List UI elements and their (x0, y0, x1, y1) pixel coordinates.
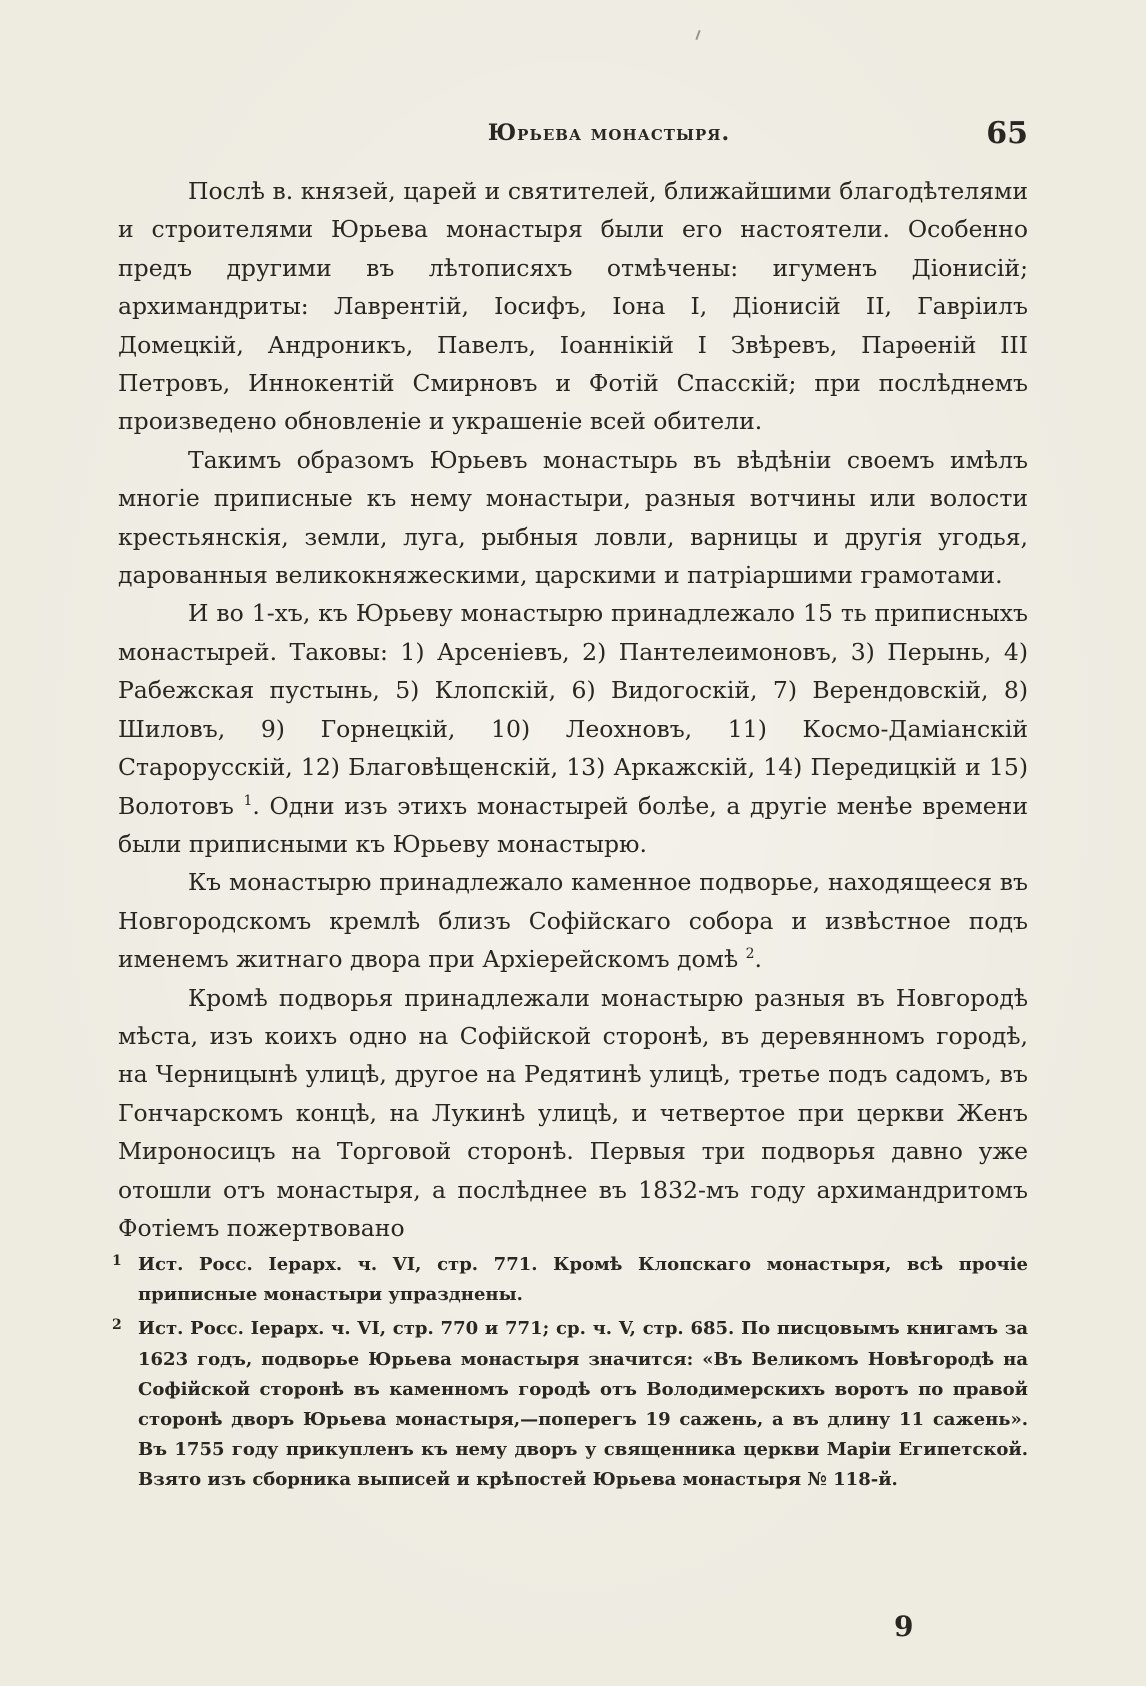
footnote-text: Ист. Росс. Іерарх. ч. VI, стр. 770 и 771; ср. ч. V, стр. 685. По писцовымъ книгамъ за 1623 годъ, подворье Юрьева монастыря значится: «Въ Великомъ Новѣгородѣ на Софійской сторонѣ въ каменномъ городѣ отъ Володимерскихъ воротъ по правой сторонѣ дворъ Юрьева монастыря,—поперегъ 19 сажень, а въ длину 11 сажень». Въ 1755 году прикупленъ къ нему дворъ у священника церкви Маріи Египетской. Взято изъ сборника выписей и крѣпостей Юрьева монастыря № 118-й. (138, 1318, 1028, 1491)
signature-mark: 9 (894, 1610, 914, 1643)
main-text (118, 172, 1028, 1247)
ink-speck (695, 30, 700, 40)
paragraph: И во 1-хъ, къ Юрьеву монастырю принадлежало 15 ть приписныхъ монастырей. Таковы: 1) Арсеніевъ, 2) Пантелеимоновъ, 3) Перынь, 4) Рабежская пустынь, 5) Клопскій, 6) Видогоскій, 7) Верендовскій, 8) Шиловъ, 9) Горнецкій, 10) Леохновъ, 11) Космо-Даміанскій Старорусскій, 12) Благовѣщенскій, 13) Аркажскій, 14) Передицкій и 15) Волотовъ $^1$. Одни изъ этихъ монастырей болѣе, а другіе менѣе времени были приписными къ Юрьеву монастырю. (118, 599, 1028, 858)
footnote-reference: 1 (243, 792, 253, 809)
footnote-mark: 2 (112, 1317, 122, 1334)
page-header (190, 116, 1028, 154)
paragraph-text: Одни изъ этихъ монастырей болѣе, а другіе менѣе времени были приписными къ Юрьеву монастырю. (118, 791, 1028, 858)
footnote-mark: 1 (112, 1253, 122, 1269)
footnote (112, 1314, 1028, 1495)
paragraph: Послѣ в. князей, царей и святителей, ближайшими благодѣтелями и строителями Юрьева монастыря были его настоятели. Особенно предъ другими въ лѣтописяхъ отмѣчены: игуменъ Діонисій; архимандриты: Лаврентій, Іосифъ, Іона I, Діонисій II, Гавріилъ Домецкій, Андроникъ, Павелъ, Іоаннікій I Звѣревъ, Парѳеній III Петровъ, Иннокентій Смирновъ и Фотій Спасскій; при послѣднемъ произведено обновленіе и украшеніе всей обители. (118, 177, 1028, 436)
paragraph-text: Къ монастырю принадлежало каменное подворье, находящееся въ Новгородскомъ кремлѣ близъ Софійскаго собора и извѣстное подъ именемъ житнаго двора при Архіерейскомъ домѣ (118, 868, 1028, 974)
paragraph: Къ монастырю принадлежало каменное подворье, находящееся въ Новгородскомъ кремлѣ близъ Софійскаго собора и извѣстное подъ именемъ житнаго двора при Архіерейскомъ домѣ $^2$. (118, 868, 1028, 974)
page-number: 65 (986, 116, 1028, 151)
footnote-reference: 2 (745, 946, 755, 963)
paragraph-text: И во 1-хъ, къ Юрьеву монастырю принадлежало 15 ть приписныхъ монастырей. Таковы: 1) Арсеніевъ, 2) Пантелеимоновъ, 3) Перынь, 4) Рабежская пустынь, 5) Клопскій, 6) Видогоскій, 7) Верендовскій, 8) Шиловъ, 9) Горнецкій, 10) Леохновъ, 11) Космо-Даміанскій Старорусскій, 12) Благовѣщенскій, 13) Аркажскій, 14) Передицкій и 15) Волотовъ (118, 599, 1028, 820)
paragraph: Такимъ образомъ Юрьевъ монастырь въ вѣдѣніи своемъ имѣлъ многіе приписные къ нему монастыри, разныя вотчины или волости крестьянскія, земли, луга, рыбныя ловли, варницы и другія угодья, дарованныя великокняжескими, царскими и патріаршими грамотами. (118, 445, 1028, 590)
paragraph: Кромѣ подворья принадлежали монастырю разныя въ Новгородѣ мѣста, изъ коихъ одно на Софійской сторонѣ, въ деревянномъ городѣ, на Черницынѣ улицѣ, другое на Редятинѣ улицѣ, третье подъ садомъ, въ Гончарскомъ концѣ, на Лукинѣ улицѣ, и четвертое при церкви Женъ Мироносицъ на Торговой сторонѣ. Первыя три подворья давно уже отошли отъ монастыря, а послѣднее въ 1832-мъ году архимандритомъ Фотіемъ пожертвовано (118, 983, 1028, 1242)
footnote (112, 1250, 1028, 1310)
footnote-text: Ист. Росс. Іерарх. ч. VI, стр. 771. Кромѣ Клопскаго монастыря, всѣ прочіе приписные монастыри упразднены. (138, 1254, 1028, 1306)
running-head: Юрьева монастыря. (487, 120, 731, 146)
footnotes (112, 1250, 1028, 1500)
